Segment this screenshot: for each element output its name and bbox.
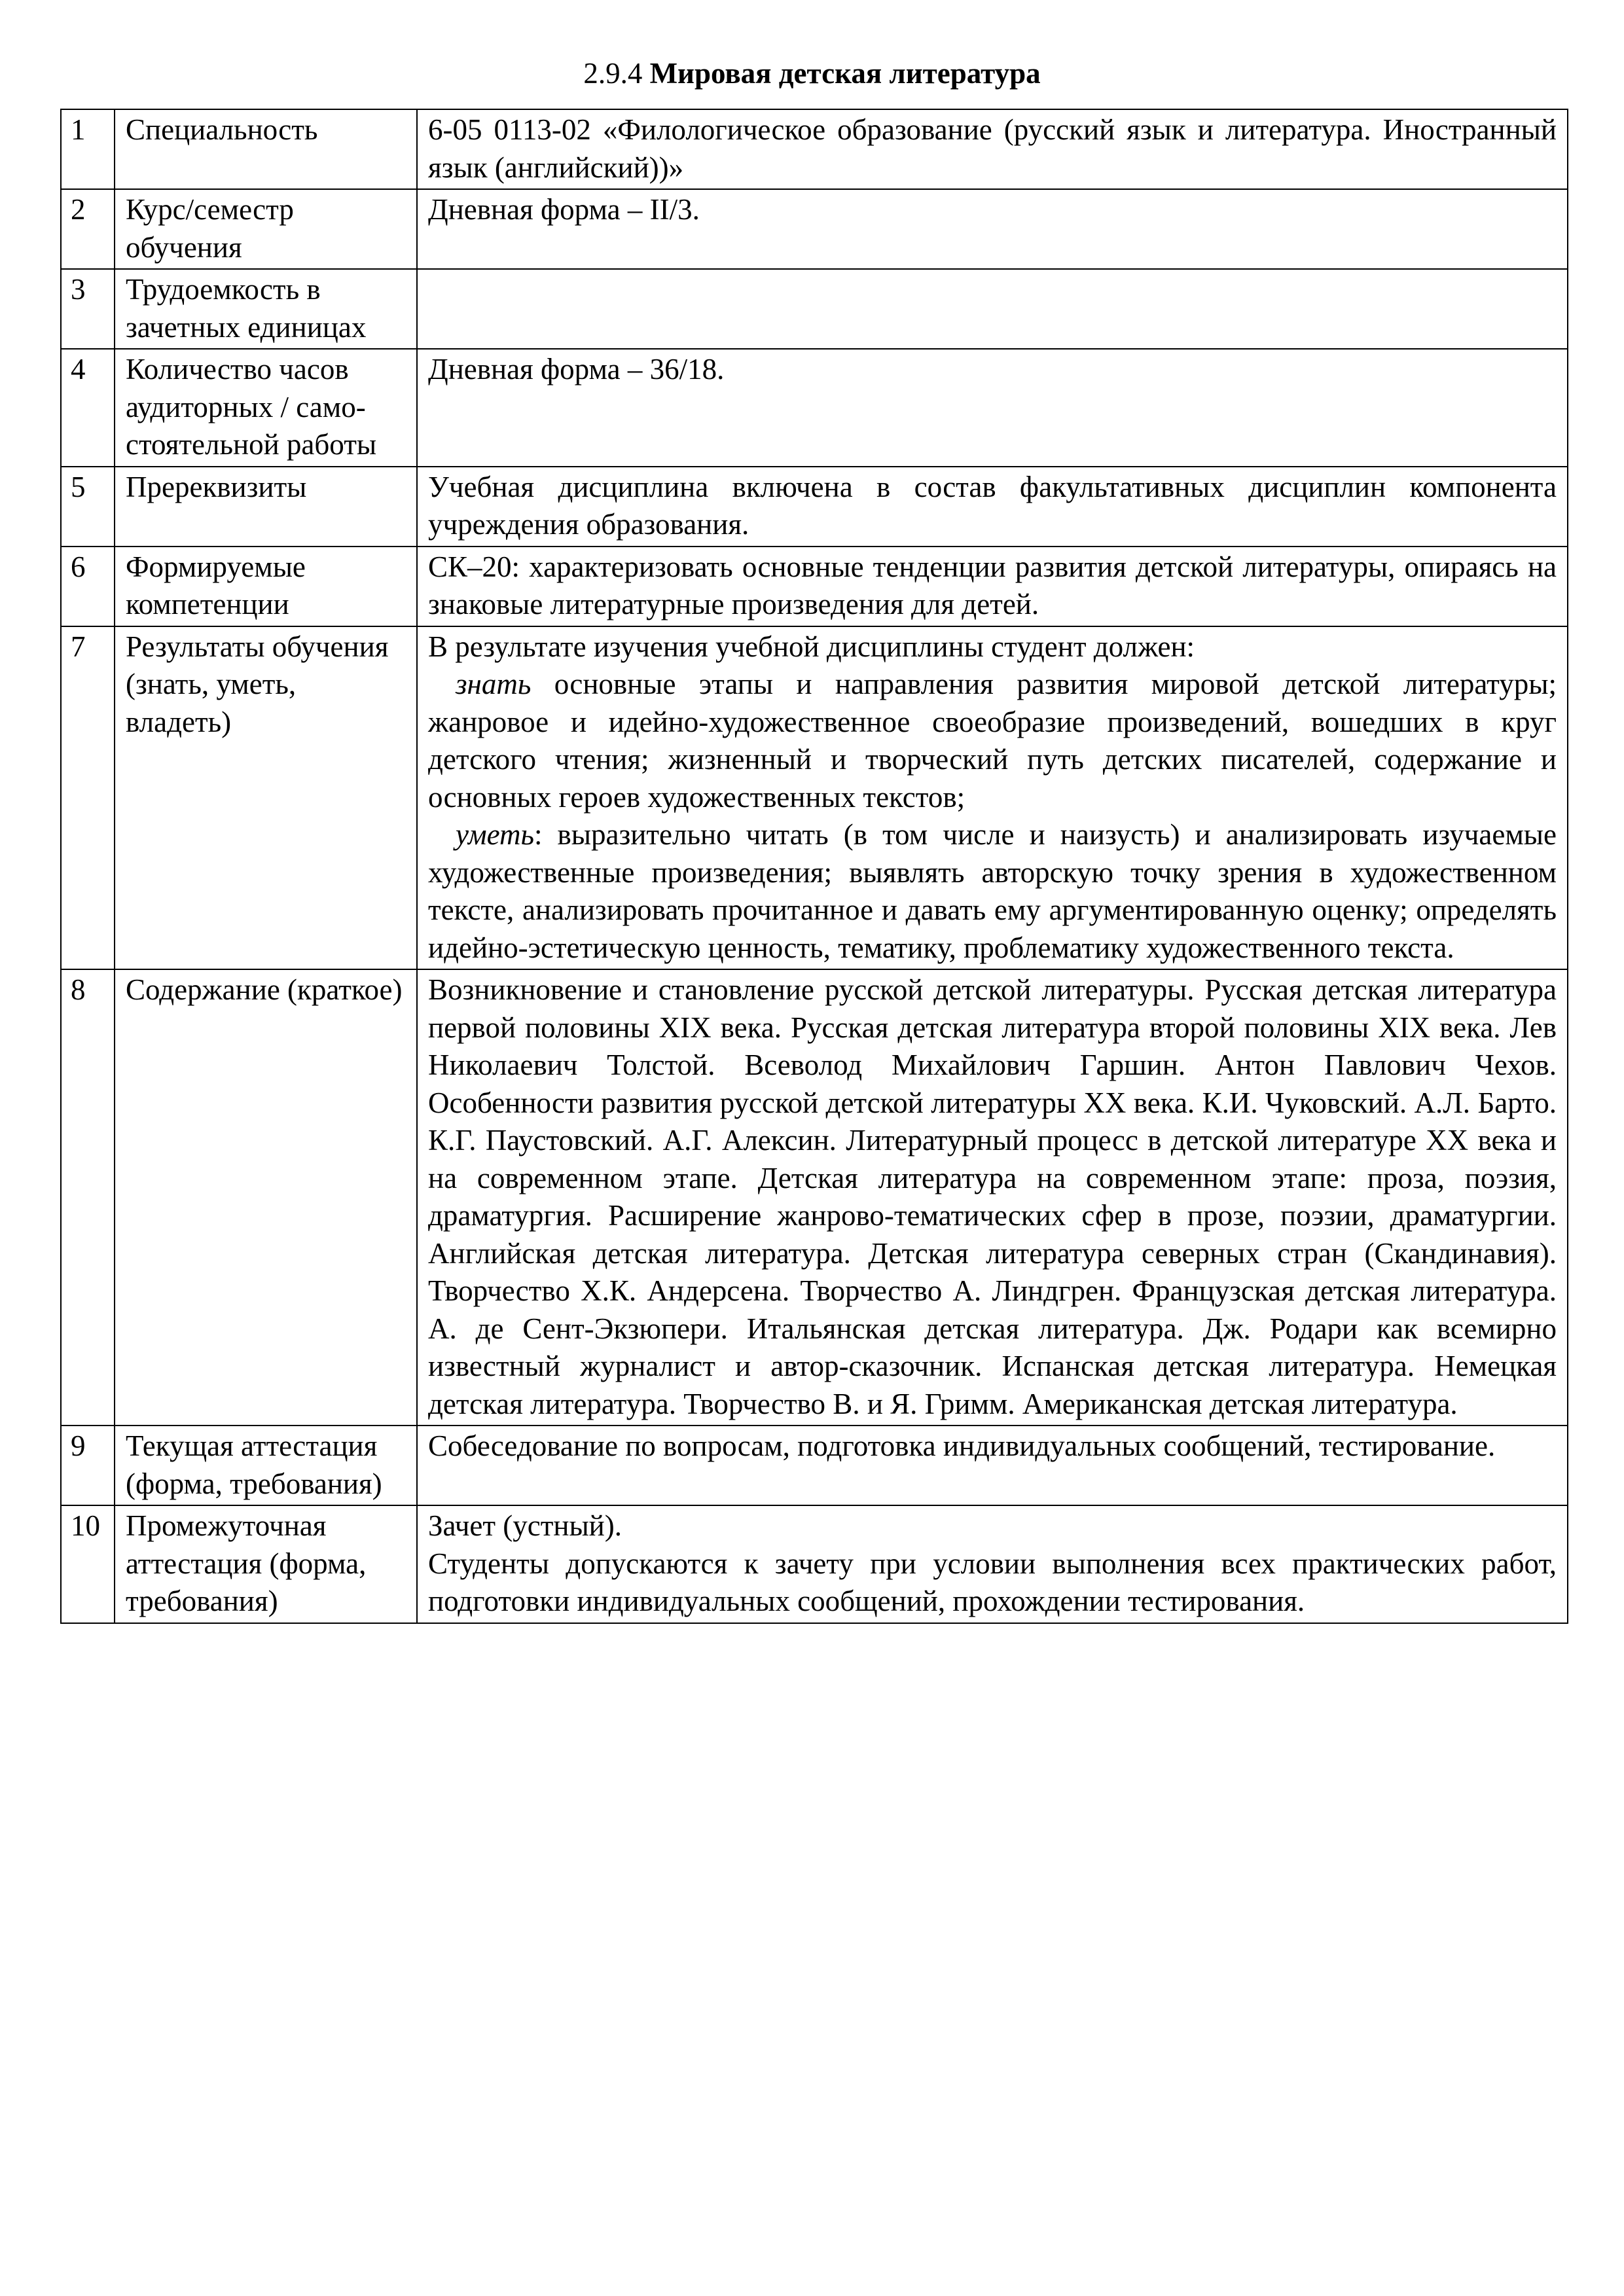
exam-requirements: Студенты допускаются к зачету при условии выполнения всех практических работ, подготовки индивидуальных сообщений, прохождении тестирования. bbox=[428, 1547, 1557, 1617]
row-label: Результаты обучения (знать, уметь, владеть) bbox=[115, 626, 417, 970]
table-row bbox=[61, 626, 1568, 970]
row-content bbox=[417, 1505, 1568, 1623]
row-content: Возникновение и становление русской детской литературы. Русская детская литература первой половины XIX века. Русская детская литература второй половины XIX века. Лев Николаевич Толстой. Всеволод Михайлович Гаршин. Антон Павлович Чехов. Особенности развития русской детской литературы XX века. К.И. Чуковский. А.Л. Барто. К.Г. Паустовский. А.Г. Алексин. Литературный процесс в детской литературе XX века и на современном этапе. Детская литература на современном этапе: проза, поэзия, драматургия. Расширение жанрово-тематических сфер в прозе, поэзии, драматургии. Английская детская литература. Детская литература северных стран (Скандинавия). Творчество Х.К. Андерсена. Творчество А. Линдгрен. Французская детская литература. А. де Сент-Экзюпери. Итальянская детская литература. Дж. Родари как всемирно известный журналист и автор-сказочник. Испанская детская литература. Немецкая детская литература. Творчество В. и Я. Гримм. Американская детская литература. bbox=[417, 969, 1568, 1426]
row-content: Дневная форма – II/3. bbox=[417, 189, 1568, 269]
row-label: Содержание (краткое) bbox=[115, 969, 417, 1426]
row-content: Собеседование по вопросам, подготовка индивидуальных сообщений, тестирование. bbox=[417, 1426, 1568, 1505]
table-row bbox=[61, 189, 1568, 269]
row-label: Курс/семестр обучения bbox=[115, 189, 417, 269]
row-label: Формируемые компетенции bbox=[115, 547, 417, 626]
table-row bbox=[61, 109, 1568, 189]
row-content: Учебная дисциплина включена в состав факультативных дисциплин компонента учреждения образования. bbox=[417, 467, 1568, 547]
discipline-info-table bbox=[60, 109, 1568, 1624]
row-number: 8 bbox=[61, 969, 115, 1426]
row-content: 6-05 0113-02 «Филологическое образование (русский язык и литература. Иностранный язык (английский))» bbox=[417, 109, 1568, 189]
can-term: уметь bbox=[456, 818, 534, 851]
table-row bbox=[61, 349, 1568, 467]
can-text: : выразительно читать (в том числе и наизусть) и анализировать изучаемые художественные произведения; выявлять авторскую точку зрения в художественном тексте, анализировать прочитанное и давать ему аргументированную оценку; определять идейно-эстетическую ценность, тематику, проблематику художественного текста. bbox=[428, 818, 1557, 964]
learning-outcomes-intro: В результате изучения учебной дисциплины студент должен: bbox=[428, 630, 1195, 663]
row-number: 6 bbox=[61, 547, 115, 626]
can-paragraph bbox=[428, 816, 1557, 967]
table-row bbox=[61, 467, 1568, 547]
title-number: 2.9.4 bbox=[583, 57, 643, 90]
table-row bbox=[61, 1426, 1568, 1505]
know-text: основные этапы и направления развития мировой детской литературы; жанровое и идейно-художественное своеобразие произведений, вошедших в круг детского чтения; жизненный и творческий путь детских писателей, содержание и основных героев художественных текстов; bbox=[428, 668, 1557, 814]
row-number: 7 bbox=[61, 626, 115, 970]
row-label: Специальность bbox=[115, 109, 417, 189]
row-label: Промежуточная аттестация (форма, требования) bbox=[115, 1505, 417, 1623]
row-content: Дневная форма – 36/18. bbox=[417, 349, 1568, 467]
table-row bbox=[61, 969, 1568, 1426]
table-row bbox=[61, 547, 1568, 626]
title-text: Мировая детская литература bbox=[649, 57, 1041, 90]
table-row bbox=[61, 1505, 1568, 1623]
row-number: 5 bbox=[61, 467, 115, 547]
row-number: 3 bbox=[61, 269, 115, 349]
know-term: знать bbox=[456, 668, 532, 700]
row-content bbox=[417, 269, 1568, 349]
row-number: 4 bbox=[61, 349, 115, 467]
row-number: 2 bbox=[61, 189, 115, 269]
row-label: Текущая аттестация (форма, требования) bbox=[115, 1426, 417, 1505]
table-row bbox=[61, 269, 1568, 349]
row-number: 10 bbox=[61, 1505, 115, 1623]
row-number: 1 bbox=[61, 109, 115, 189]
row-content: СК–20: характеризовать основные тенденции развития детской литературы, опираясь на знаковые литературные произведения для детей. bbox=[417, 547, 1568, 626]
row-content bbox=[417, 626, 1568, 970]
row-label: Количество часов аудиторных / само-стоятельной работы bbox=[115, 349, 417, 467]
row-label: Пререквизиты bbox=[115, 467, 417, 547]
row-label: Трудоемкость в зачетных единицах bbox=[115, 269, 417, 349]
know-paragraph bbox=[428, 666, 1557, 816]
document-title bbox=[0, 55, 1624, 92]
exam-form: Зачет (устный). bbox=[428, 1509, 622, 1542]
row-number: 9 bbox=[61, 1426, 115, 1505]
